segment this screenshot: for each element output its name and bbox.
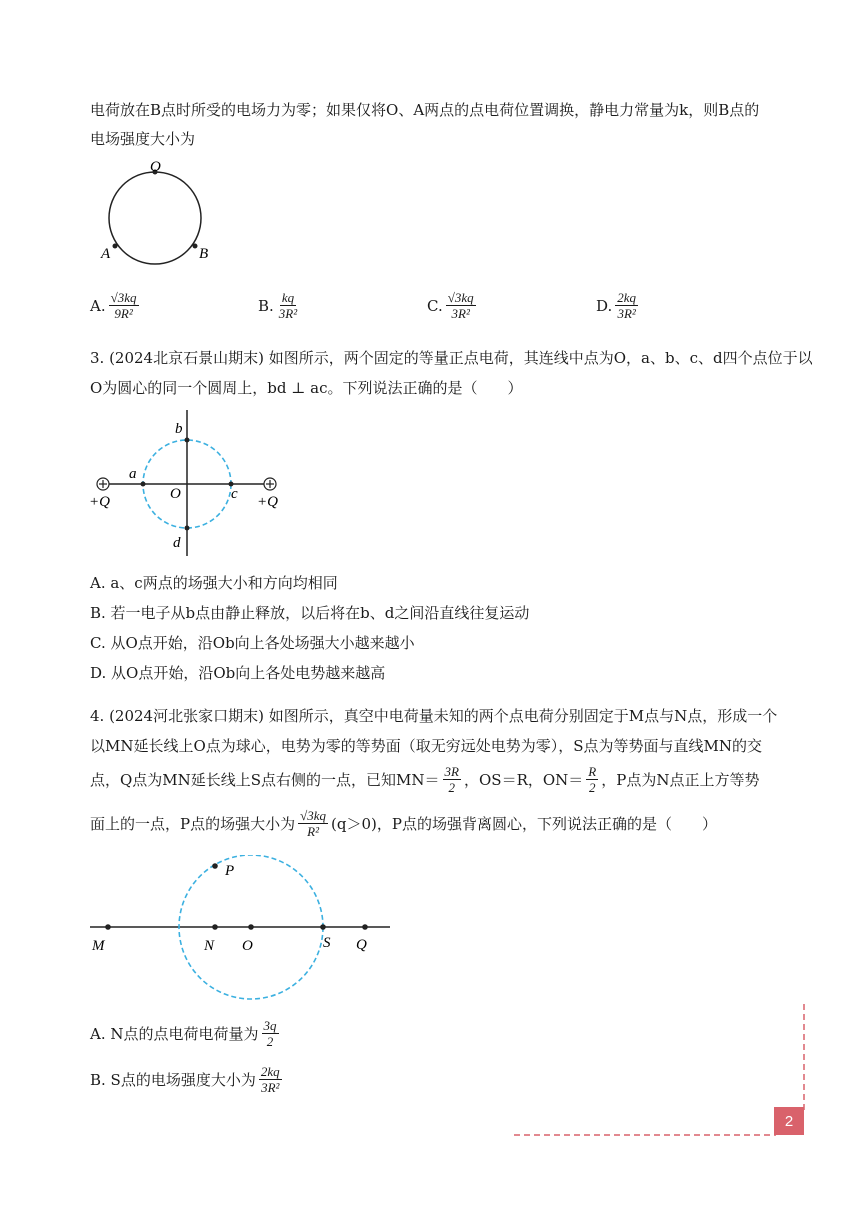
q3-text-line1: 3. (2024北京石景山期末) 如图所示，两个固定的等量正点电荷，其连线中点为O，a、b、c、d四个点位于以 — [90, 349, 813, 367]
q2-label-B: B — [199, 246, 209, 262]
q3-option-b[interactable]: B. 若一电子从b点由静止释放，以后将在b、d之间沿直线往复运动 — [90, 604, 530, 622]
q3-label-O: O — [170, 486, 181, 502]
q4-label-Q: Q — [356, 937, 367, 953]
q4-equipotential-figure — [88, 855, 398, 1005]
q4-option-b[interactable]: B. S点的电场强度大小为 $\frac{2kq}{\text{3R²}}$ — [90, 1064, 280, 1095]
q2-option-a[interactable]: A. $\frac{√3kq}{\text{9R²}}$ — [90, 290, 137, 321]
q3-label-d: d — [173, 535, 181, 551]
q3-charges-figure — [85, 410, 295, 560]
q2-text-line1: 电荷放在B点时所受的电场力为零；如果仅将O、A两点的点电荷位置调换，静电力常量为k，则B点的 — [90, 101, 760, 119]
q2-circle-figure — [95, 158, 220, 270]
q4-label-S: S — [323, 935, 331, 951]
q2-option-c[interactable]: C. $\frac{√3kq}{\text{3R²}}$ — [427, 290, 474, 321]
q3-option-d[interactable]: D. 从O点开始，沿Ob向上各处电势越来越高 — [90, 664, 386, 682]
q2-option-d[interactable]: D. $\frac{2kq}{\text{3R²}}$ — [596, 290, 637, 321]
q4-label-M: M — [92, 938, 105, 954]
q2-label-O: O — [150, 159, 161, 175]
q3-label-right-charge: +Q — [257, 494, 278, 510]
q4-option-a[interactable]: A. N点的点电荷电荷量为 $\frac{3q}{2}$ — [90, 1018, 277, 1049]
q2-text-line2: 电场强度大小为 — [90, 130, 196, 148]
q3-option-c[interactable]: C. 从O点开始，沿Ob向上各处场强大小越来越小 — [90, 634, 415, 652]
q4-label-N: N — [204, 938, 215, 954]
q4-text-line3: 点，Q点为MN延长线上S点右侧的一点，已知MN＝ $\frac{3R}{2}$ ，OS＝R，ON＝ $\frac{R}{2}$ ，P点为N点正上方等势 — [90, 764, 760, 795]
q3-label-b: b — [175, 421, 183, 437]
page-number-badge: 2 — [774, 1107, 804, 1135]
page-corner-decoration — [510, 1000, 810, 1140]
q4-text-line1: 4. (2024河北张家口期末) 如图所示，真空中电荷量未知的两个点电荷分别固定于M点与N点，形成一个 — [90, 707, 778, 725]
q4-label-O: O — [242, 938, 253, 954]
q3-text-line2: O为圆心的同一个圆周上，bd ⊥ ac。下列说法正确的是（ ） — [90, 379, 523, 397]
q2-label-A: A — [101, 246, 111, 262]
q3-option-a[interactable]: A. a、c两点的场强大小和方向均相同 — [90, 574, 338, 592]
q3-label-left-charge: +Q — [89, 494, 110, 510]
q4-text-line4: 面上的一点，P点的场强大小为 $\frac{√3kq}{\text{R²}}$ (q＞0)，P点的场强背离圆心，下列说法正确的是（ ） — [90, 808, 717, 839]
q4-label-P: P — [225, 863, 235, 879]
q2-option-b[interactable]: B. $\frac{kq}{\text{3R²}}$ — [258, 290, 298, 321]
q3-label-c: c — [231, 486, 238, 502]
q3-label-a: a — [129, 466, 137, 482]
q4-text-line2: 以MN延长线上O点为球心，电势为零的等势面（取无穷远处电势为零），S点为等势面与直线MN的交 — [90, 737, 763, 755]
